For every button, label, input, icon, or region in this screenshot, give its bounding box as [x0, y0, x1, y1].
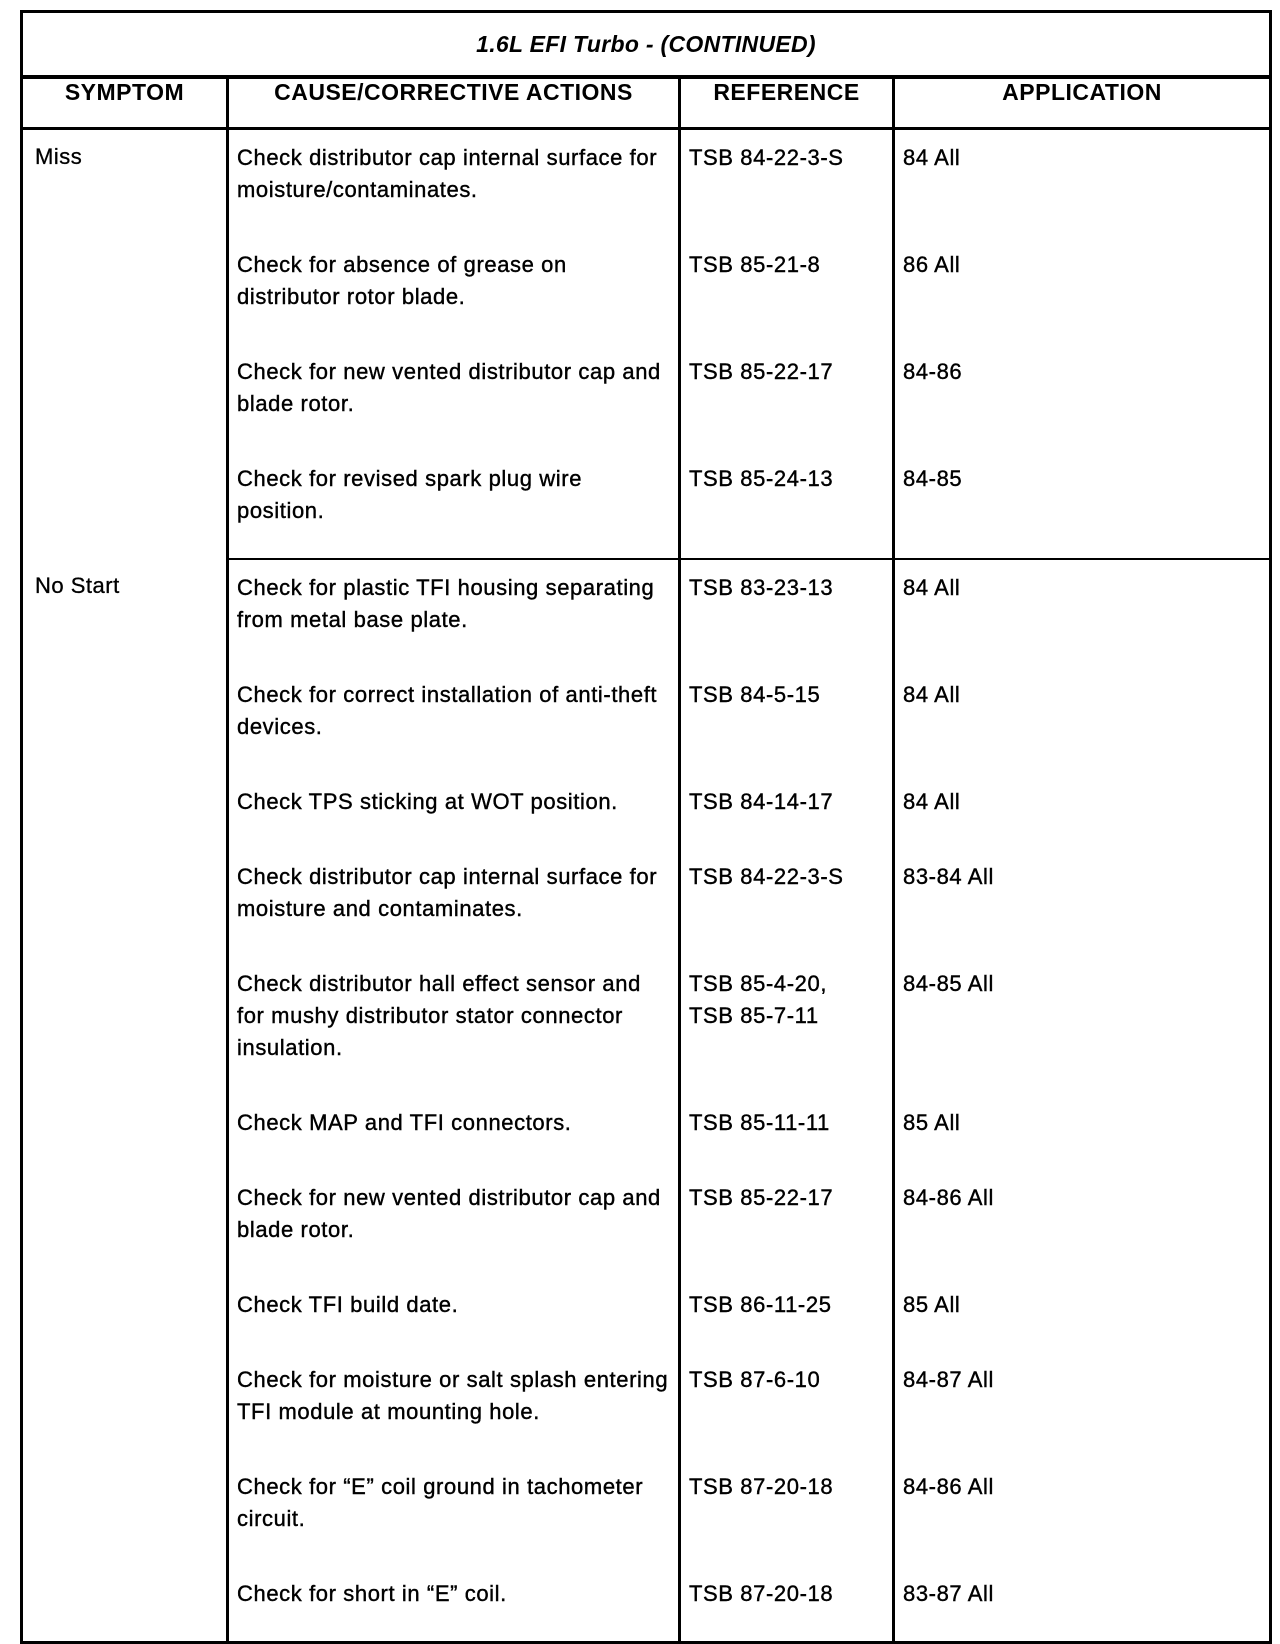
cause-cell: Check distributor cap internal surface for moisture/contaminates.: [228, 129, 680, 238]
application-cell: 84-85: [894, 451, 1271, 559]
reference-cell: TSB 87-20-18: [680, 1566, 894, 1643]
application-cell: 85 All: [894, 1095, 1271, 1170]
header-cause: CAUSE/CORRECTIVE ACTIONS: [228, 77, 680, 129]
cause-cell: Check for correct installation of anti-theft devices.: [228, 667, 680, 774]
symptom-label: No Start: [35, 573, 120, 598]
reference-cell: TSB 85-24-13: [680, 451, 894, 559]
application-cell: 84-86 All: [894, 1170, 1271, 1277]
cause-cell: Check for plastic TFI housing separating from metal base plate.: [228, 559, 680, 667]
cause-cell: Check distributor hall effect sensor and for mushy distributor stator connector insulation.: [228, 956, 680, 1095]
cause-cell: Check for “E” coil ground in tachometer circuit.: [228, 1459, 680, 1566]
header-reference: REFERENCE: [680, 77, 894, 129]
reference-cell: TSB 84-22-3-S: [680, 129, 894, 238]
table-title: 1.6L EFI Turbo - (CONTINUED): [22, 12, 1271, 78]
application-cell: 84-86: [894, 344, 1271, 451]
application-cell: 84 All: [894, 559, 1271, 667]
application-cell: 84-85 All: [894, 956, 1271, 1095]
tsb-table: [20, 10, 1272, 1644]
reference-cell: TSB 85-22-17: [680, 344, 894, 451]
header-row: [22, 77, 1271, 129]
application-cell: 84 All: [894, 667, 1271, 774]
reference-line: TSB 85-7-11: [689, 1003, 819, 1028]
cause-cell: Check for new vented distributor cap and blade rotor.: [228, 1170, 680, 1277]
cause-cell: Check for short in “E” coil.: [228, 1566, 680, 1643]
reference-cell: TSB 87-20-18: [680, 1459, 894, 1566]
reference-cell: TSB 87-6-10: [680, 1352, 894, 1459]
application-cell: 84-87 All: [894, 1352, 1271, 1459]
reference-line: TSB 85-4-20,: [689, 971, 828, 996]
reference-cell: TSB 83-23-13: [680, 559, 894, 667]
table-row: [22, 559, 1271, 667]
cause-cell: Check distributor cap internal surface for moisture and contaminates.: [228, 849, 680, 956]
cause-cell: Check for moisture or salt splash entering TFI module at mounting hole.: [228, 1352, 680, 1459]
table-row: [22, 129, 1271, 238]
reference-cell: TSB 85-21-8: [680, 237, 894, 344]
cause-cell: Check for new vented distributor cap and blade rotor.: [228, 344, 680, 451]
application-cell: 84 All: [894, 774, 1271, 849]
reference-cell: TSB 84-14-17: [680, 774, 894, 849]
cause-cell: Check TFI build date.: [228, 1277, 680, 1352]
reference-cell: TSB 84-22-3-S: [680, 849, 894, 956]
header-application: APPLICATION: [894, 77, 1271, 129]
application-cell: 84-86 All: [894, 1459, 1271, 1566]
symptom-label: Miss: [35, 144, 83, 169]
symptom-cell: [22, 129, 228, 560]
application-cell: 83-87 All: [894, 1566, 1271, 1643]
cause-cell: Check TPS sticking at WOT position.: [228, 774, 680, 849]
reference-cell: TSB 85-22-17: [680, 1170, 894, 1277]
symptom-cell: [22, 559, 228, 1643]
document-page: [20, 10, 1270, 1644]
reference-cell: [680, 956, 894, 1095]
application-cell: 84 All: [894, 129, 1271, 238]
reference-cell: TSB 86-11-25: [680, 1277, 894, 1352]
cause-cell: Check for absence of grease on distributor rotor blade.: [228, 237, 680, 344]
application-cell: 86 All: [894, 237, 1271, 344]
header-symptom: SYMPTOM: [22, 77, 228, 129]
cause-cell: Check MAP and TFI connectors.: [228, 1095, 680, 1170]
application-cell: 83-84 All: [894, 849, 1271, 956]
cause-cell: Check for revised spark plug wire position.: [228, 451, 680, 559]
table-body: [22, 129, 1271, 1643]
reference-cell: TSB 84-5-15: [680, 667, 894, 774]
application-cell: 85 All: [894, 1277, 1271, 1352]
reference-cell: TSB 85-11-11: [680, 1095, 894, 1170]
